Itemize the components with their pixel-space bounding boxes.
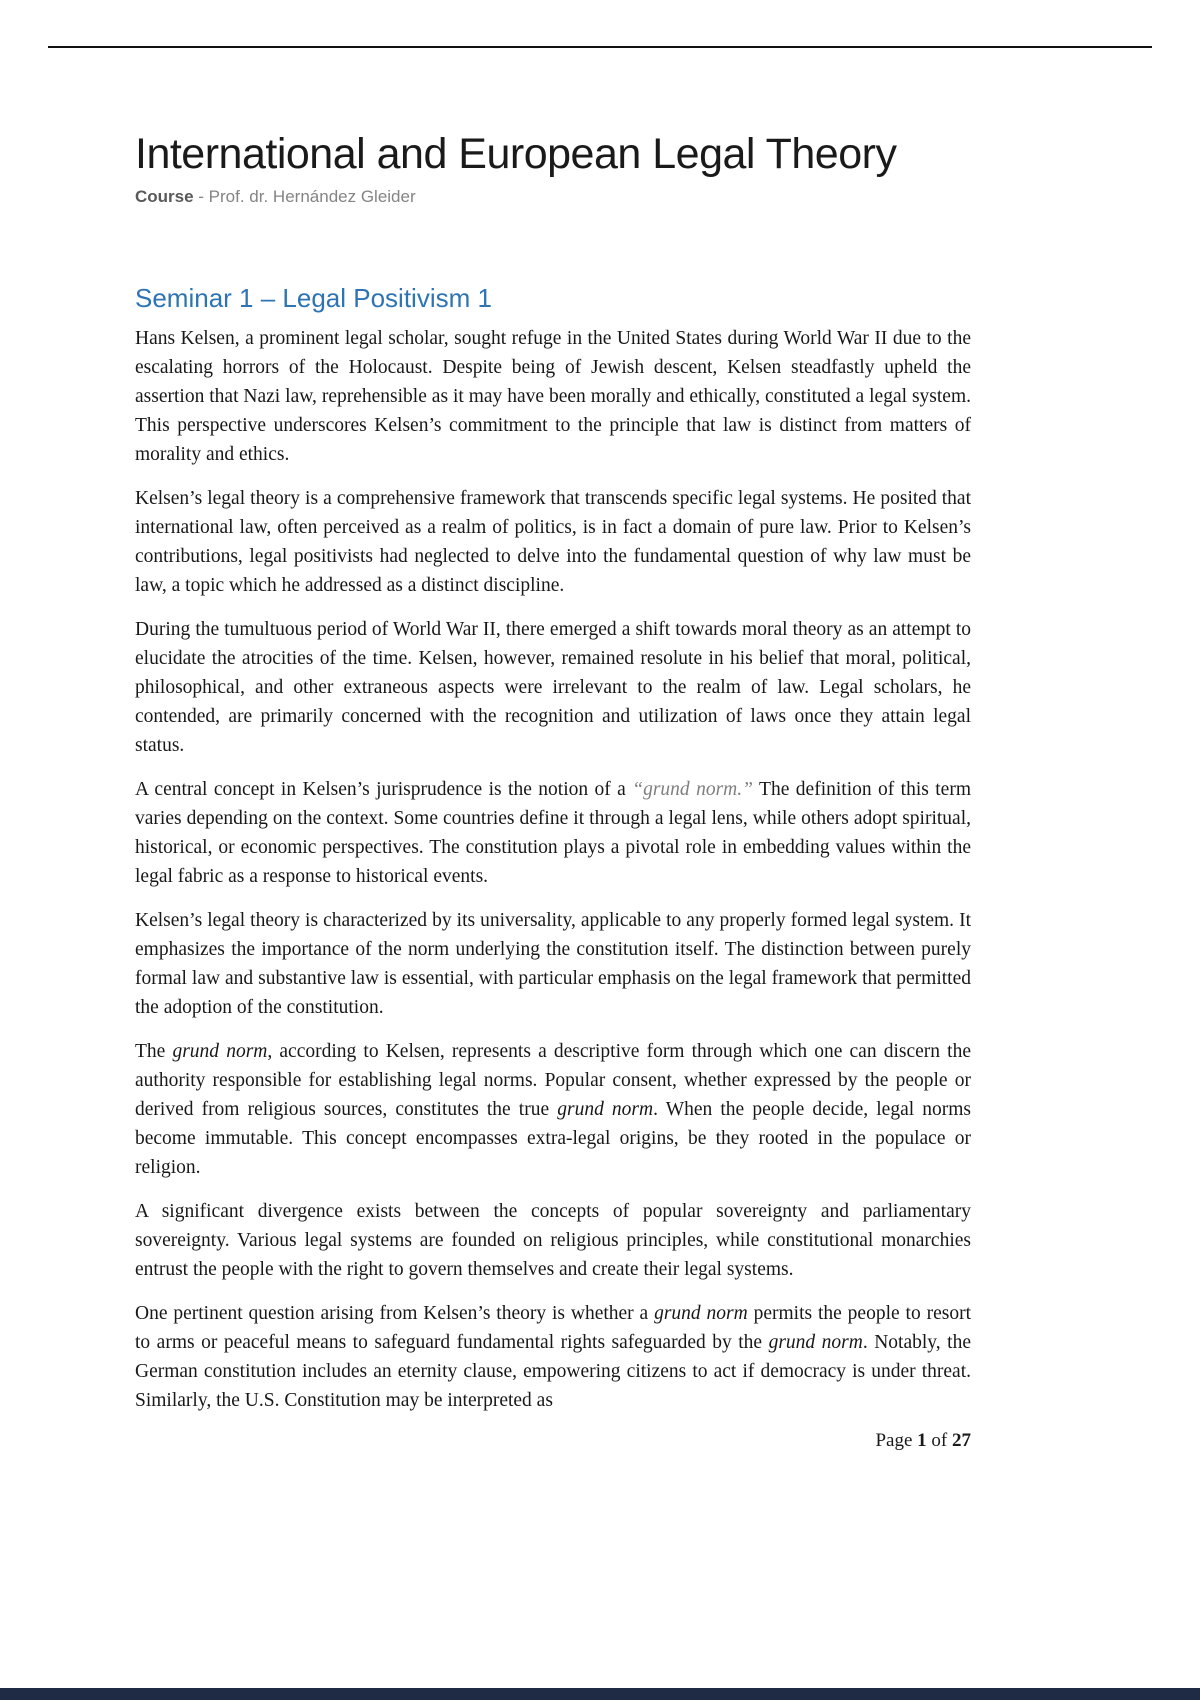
paragraph (135, 324, 971, 469)
page-title: International and European Legal Theory (135, 130, 897, 178)
course-line (135, 187, 971, 207)
paragraph (135, 775, 971, 891)
text-segment: Kelsen’s legal theory is a comprehensive framework that transcends specific legal systems. He posited that international law, often perceived as a realm of politics, is in fact a domain of pure law. Prior to Kelsen’s contributions, legal positivists had neglected to delve into the fundamental question of why law must be law, a topic which he addressed as a distinct discipline. (135, 488, 971, 597)
text-segment: , according to Kelsen, represents a descriptive form through which one can discern the authority responsible for establishing legal norms. Popular consent, whether expressed by the people or derived from religious sources, constitutes the true (135, 1041, 971, 1121)
paragraph (135, 615, 971, 760)
text-segment: grund norm (768, 1332, 863, 1354)
page-footer (135, 1430, 971, 1452)
text-segment: grund norm (172, 1041, 268, 1063)
text-segment: 1 (917, 1430, 927, 1452)
text-segment: Page (875, 1430, 918, 1452)
text-segment: Hans Kelsen, a prominent legal scholar, sought refuge in the United States during World War II due to the escalating horrors of the Holocaust. Despite being of Jewish descent, Kelsen steadfastly upheld the assertion that Nazi law, reprehensible as it may have been morally and ethically, constituted a legal system. This perspective underscores Kelsen’s commitment to the principle that law is distinct from matters of morality and ethics. (135, 328, 971, 466)
paragraph (135, 1037, 971, 1182)
paragraph (135, 906, 971, 1022)
text-segment: permits the people to resort to arms or peaceful means to safeguard fundamental rights safeguarded by the (135, 1303, 971, 1354)
paragraph (135, 484, 971, 600)
text-segment: The definition of this term varies depending on the context. Some countries define it through a legal lens, while others adopt spiritual, historical, or economic perspectives. The constitution plays a pivotal role in embedding values within the legal fabric as a response to historical events. (135, 779, 972, 888)
paragraphs (135, 324, 971, 1415)
page-number (875, 1430, 971, 1451)
text-segment: . Notably, the German constitution includes an eternity clause, empowering citizens to act if democracy is under threat. Similarly, the U.S. Constitution may be interpreted as (135, 1332, 971, 1412)
text-segment: grund norm (557, 1099, 654, 1121)
text-segment: . When the people decide, legal norms become immutable. This concept encompasses extra-legal origins, be they rooted in the populace or religion. (135, 1099, 971, 1179)
text-segment: grund norm (654, 1303, 748, 1325)
text-segment: “grund norm.” (632, 779, 753, 801)
course-label: Course (135, 187, 194, 207)
section-heading: Seminar 1 – Legal Positivism 1 (135, 283, 492, 314)
text-segment: During the tumultuous period of World War II, there emerged a shift towards moral theory as an attempt to elucidate the atrocities of the time. Kelsen, however, remained resolute in his belief that moral, political, philosophical, and other extraneous aspects were irrelevant to the realm of law. Legal scholars, he contended, are primarily concerned with the recognition and utilization of laws once they attain legal status. (135, 619, 971, 757)
text-segment: Kelsen’s legal theory is characterized by its universality, applicable to any properly formed legal system. It emphasizes the importance of the norm underlying the constitution itself. The distinction between purely formal law and substantive law is essential, with particular emphasis on the legal framework that permitted the adoption of the constitution. (135, 910, 971, 1019)
paragraph (135, 1299, 971, 1415)
page-content (135, 0, 971, 1452)
text-segment: One pertinent question arising from Kelsen’s theory is whether a (135, 1303, 655, 1325)
text-segment: 27 (952, 1430, 971, 1452)
text-segment: A significant divergence exists between the concepts of popular sovereignty and parliamentary sovereignty. Various legal systems are founded on religious principles, while constitutional monarchies entrust the people with the right to govern themselves and create their legal systems. (135, 1201, 971, 1281)
text-segment: A central concept in Kelsen’s jurisprudence is the notion of a (135, 779, 633, 801)
paragraph (135, 1197, 971, 1284)
course-subtitle: - Prof. dr. Hernández Gleider (193, 187, 416, 207)
bottom-bar (0, 1688, 1200, 1700)
text-segment: of (926, 1430, 952, 1452)
text-segment: The (135, 1041, 173, 1063)
